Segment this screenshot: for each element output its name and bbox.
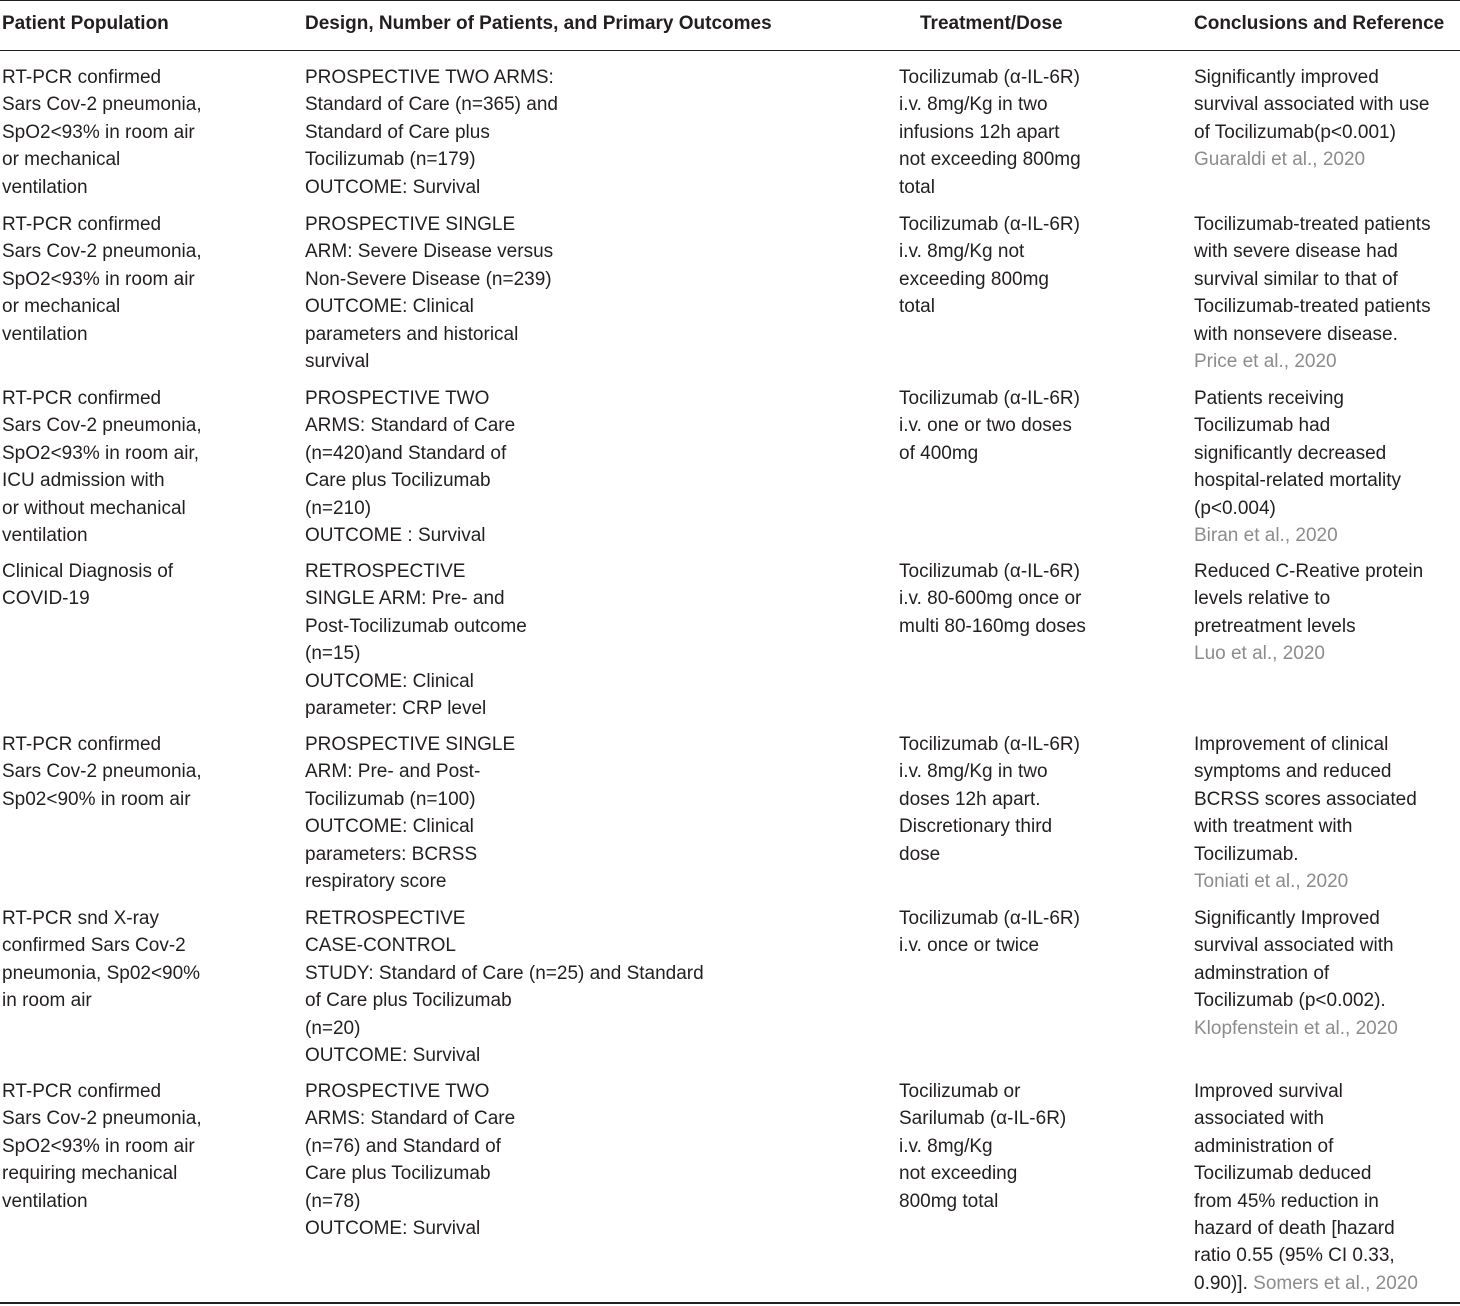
reference-citation: Price et al., 2020 <box>1194 351 1337 373</box>
cell-design-line: (n=420)and Standard of <box>305 442 507 464</box>
cell-conclusion-line: BCRSS scores associated <box>1194 788 1417 810</box>
cell-treatment-line: Tocilizumab (α-IL-6R) <box>899 734 1080 755</box>
cell-design-line: OUTCOME: Survival <box>305 176 481 198</box>
cell-population-line: SpO2<93% in room air <box>2 121 195 143</box>
cell-population-line: RT-PCR snd X-ray <box>2 908 159 929</box>
cell-conclusion-line: Significantly Improved <box>1194 908 1380 929</box>
conclusion-tail: 0.90)]. <box>1194 1272 1254 1294</box>
cell-treatment-line: i.v. 8mg/Kg in two <box>899 761 1048 783</box>
cell-design-line: (n=210) <box>305 497 372 519</box>
header-patient-population: Patient Population <box>2 13 169 34</box>
cell-design-line: (n=15) <box>305 643 361 665</box>
cell-design-line: Care plus Tocilizumab <box>305 470 491 492</box>
cell-population-line: RT-PCR confirmed <box>2 1081 162 1102</box>
cell-design-line: CASE-CONTROL <box>305 935 456 957</box>
cell-conclusion-reference-line <box>1194 1015 1458 1042</box>
cell-design-line: respiratory score <box>305 871 447 893</box>
cell-conclusion-line: with treatment with <box>1194 816 1353 838</box>
cell-design-line: PROSPECTIVE TWO <box>305 1081 490 1102</box>
cell-conclusion-line: survival similar to that of <box>1194 268 1398 290</box>
cell-treatment-line: multi 80-160mg doses <box>899 615 1086 637</box>
cell-design-line: parameter: CRP level <box>305 698 487 720</box>
cell-conclusion-line: hospital-related mortality <box>1194 470 1401 492</box>
cell-design-line: OUTCOME: Survival <box>305 1218 481 1240</box>
cell-conclusion-reference-line <box>1194 640 1458 667</box>
cell-population-line: in room air <box>2 990 92 1012</box>
cell-population-line: Sars Cov-2 pneumonia, <box>2 241 202 263</box>
cell-conclusion-line: Tocilizumab (p<0.002). <box>1194 990 1386 1012</box>
cell-population <box>2 385 292 549</box>
cell-population-line: pneumonia, Sp02<90% <box>2 962 201 984</box>
cell-design-line: survival <box>305 351 370 373</box>
cell-design <box>305 905 885 1069</box>
cell-conclusion-line: associated with <box>1194 1108 1324 1130</box>
cell-design-line: ARMS: Standard of Care <box>305 1108 516 1130</box>
cell-treatment-line: i.v. 8mg/Kg not <box>899 241 1025 263</box>
cell-conclusion-reference-line <box>1194 146 1458 173</box>
cell-conclusion-line: symptoms and reduced <box>1194 761 1392 783</box>
cell-design-line: Non-Severe Disease (n=239) <box>305 268 552 290</box>
cell-treatment <box>899 905 1179 960</box>
table-top-rule <box>0 0 1460 1</box>
cell-design-line: ARM: Severe Disease versus <box>305 241 554 263</box>
cell-design-line: PROSPECTIVE TWO <box>305 388 490 409</box>
cell-population-line: ICU admission with <box>2 470 165 492</box>
cell-design-line: Post-Tocilizumab outcome <box>305 615 527 637</box>
cell-population <box>2 64 292 201</box>
reference-citation: Biran et al., 2020 <box>1194 525 1338 547</box>
cell-design-line: Care plus Tocilizumab <box>305 1163 491 1185</box>
cell-population-line: ventilation <box>2 323 88 345</box>
cell-design <box>305 64 885 201</box>
cell-population-line: ventilation <box>2 176 88 198</box>
cell-treatment-line: dose <box>899 843 941 865</box>
cell-treatment-line: i.v. 8mg/Kg <box>899 1135 993 1157</box>
cell-treatment-line: Tocilizumab (α-IL-6R) <box>899 908 1080 929</box>
cell-conclusion-line: with nonsevere disease. <box>1194 323 1398 345</box>
cell-design-line: OUTCOME: Clinical <box>305 670 474 692</box>
cell-conclusion-line: of Tocilizumab(p<0.001) <box>1194 121 1396 143</box>
cell-population-line: Sars Cov-2 pneumonia, <box>2 415 202 437</box>
cell-design-line: OUTCOME: Survival <box>305 1045 481 1067</box>
cell-conclusion-line: Improved survival <box>1194 1081 1343 1102</box>
cell-treatment-line: doses 12h apart. <box>899 788 1041 810</box>
cell-design-line: Tocilizumab (n=179) <box>305 149 476 171</box>
cell-treatment <box>899 1078 1179 1215</box>
cell-conclusion <box>1194 905 1458 1042</box>
cell-design <box>305 385 885 549</box>
cell-treatment-line: i.v. 80-600mg once or <box>899 588 1082 610</box>
cell-population-line: Sp02<90% in room air <box>2 788 191 810</box>
cell-population-line: or without mechanical <box>2 497 186 519</box>
cell-design <box>305 1078 885 1242</box>
cell-treatment-line: i.v. once or twice <box>899 935 1040 957</box>
cell-design-line: parameters and historical <box>305 323 519 345</box>
cell-design-line: ARMS: Standard of Care <box>305 415 516 437</box>
cell-population-line: SpO2<93% in room air <box>2 1135 195 1157</box>
cell-treatment <box>899 558 1179 640</box>
cell-conclusion-line: Tocilizumab had <box>1194 415 1331 437</box>
cell-design-line: Tocilizumab (n=100) <box>305 788 476 810</box>
cell-treatment-line: Tocilizumab (α-IL-6R) <box>899 388 1080 409</box>
cell-design-line: Standard of Care plus <box>305 121 490 143</box>
reference-citation: Klopfenstein et al., 2020 <box>1194 1017 1398 1039</box>
cell-design <box>305 211 885 375</box>
cell-conclusion-reference-line <box>1194 868 1458 895</box>
cell-population-line: SpO2<93% in room air <box>2 268 195 290</box>
cell-conclusion <box>1194 211 1458 375</box>
header-conclusions: Conclusions and Reference <box>1194 13 1445 34</box>
cell-treatment-line: Discretionary third <box>899 816 1053 838</box>
cell-treatment-line: 800mg total <box>899 1190 999 1212</box>
cell-conclusion <box>1194 1078 1458 1297</box>
cell-conclusion <box>1194 558 1458 668</box>
cell-conclusion-line: administration of <box>1194 1135 1334 1157</box>
cell-treatment-line: not exceeding 800mg <box>899 149 1081 171</box>
cell-treatment <box>899 64 1179 201</box>
cell-design-line: ARM: Pre- and Post- <box>305 761 481 783</box>
cell-treatment-line: total <box>899 176 935 198</box>
table-bottom-rule <box>0 1302 1460 1304</box>
cell-treatment-line: of 400mg <box>899 442 979 464</box>
cell-design-line: STUDY: Standard of Care (n=25) and Standard <box>305 962 704 984</box>
reference-citation: Somers et al., 2020 <box>1253 1272 1418 1294</box>
cell-treatment-line: Sarilumab (α-IL-6R) <box>899 1108 1067 1130</box>
cell-treatment <box>899 211 1179 321</box>
cell-conclusion <box>1194 64 1458 174</box>
header-treatment: Treatment/Dose <box>920 13 1063 34</box>
cell-conclusion-line: significantly decreased <box>1194 442 1387 464</box>
cell-conclusion-line: survival associated with use <box>1194 94 1430 116</box>
cell-treatment-line: Tocilizumab (α-IL-6R) <box>899 214 1080 235</box>
cell-conclusion-line: Patients receiving <box>1194 388 1344 409</box>
cell-design <box>305 731 885 895</box>
cell-conclusion <box>1194 385 1458 549</box>
cell-conclusion-line: adminstration of <box>1194 962 1330 984</box>
cell-population-line: Clinical Diagnosis of <box>2 561 174 582</box>
cell-conclusion-line: (p<0.004) <box>1194 497 1276 519</box>
table-header-row <box>0 13 1460 43</box>
cell-conclusion-reference-line <box>1194 348 1458 375</box>
cell-design-line: OUTCOME: Clinical <box>305 816 474 838</box>
cell-conclusion-reference-line <box>1194 522 1458 549</box>
cell-treatment-line: exceeding 800mg <box>899 268 1049 290</box>
cell-treatment <box>899 731 1179 868</box>
cell-population <box>2 558 292 613</box>
cell-design-line: (n=76) and Standard of <box>305 1135 501 1157</box>
cell-population-line: confirmed Sars Cov-2 <box>2 935 186 957</box>
cell-design-line: (n=78) <box>305 1190 361 1212</box>
cell-conclusion-line: pretreatment levels <box>1194 615 1356 637</box>
cell-design-line: parameters: BCRSS <box>305 843 478 865</box>
cell-treatment-line: total <box>899 296 935 318</box>
cell-population-line: Sars Cov-2 pneumonia, <box>2 761 202 783</box>
cell-design-line: (n=20) <box>305 1017 361 1039</box>
cell-design-line: RETROSPECTIVE <box>305 908 466 929</box>
cell-population-line: RT-PCR confirmed <box>2 214 162 235</box>
reference-citation: Guaraldi et al., 2020 <box>1194 149 1366 171</box>
reference-citation: Toniati et al., 2020 <box>1194 871 1349 893</box>
cell-conclusion-line: Significantly improved <box>1194 67 1379 88</box>
cell-treatment-line: Tocilizumab or <box>899 1081 1021 1102</box>
cell-population-line: requiring mechanical <box>2 1163 178 1185</box>
cell-population-line: RT-PCR confirmed <box>2 388 162 409</box>
cell-conclusion-line: Reduced C-Reative protein <box>1194 561 1424 582</box>
cell-population-line: RT-PCR confirmed <box>2 734 162 755</box>
cell-population-line: Sars Cov-2 pneumonia, <box>2 1108 202 1130</box>
cell-population <box>2 211 292 348</box>
cell-population-line: or mechanical <box>2 296 121 318</box>
cell-design <box>305 558 885 722</box>
cell-conclusion-line: from 45% reduction in <box>1194 1190 1379 1212</box>
cell-conclusion-line: survival associated with <box>1194 935 1394 957</box>
cell-conclusion-line: hazard of death [hazard <box>1194 1218 1395 1240</box>
cell-population-line: ventilation <box>2 1190 88 1212</box>
reference-citation: Luo et al., 2020 <box>1194 643 1325 665</box>
cell-treatment <box>899 385 1179 467</box>
cell-population-line: or mechanical <box>2 149 121 171</box>
cell-conclusion-line: Improvement of clinical <box>1194 734 1389 755</box>
cell-conclusion <box>1194 731 1458 895</box>
cell-population <box>2 905 292 1015</box>
header-rule <box>0 50 1460 51</box>
cell-population <box>2 731 292 813</box>
cell-population-line: RT-PCR confirmed <box>2 67 162 88</box>
cell-treatment-line: not exceeding <box>899 1163 1018 1185</box>
cell-treatment-line: Tocilizumab (α-IL-6R) <box>899 67 1080 88</box>
cell-design-line: SINGLE ARM: Pre- and <box>305 588 505 610</box>
cell-conclusion-line: ratio 0.55 (95% CI 0.33, <box>1194 1245 1395 1267</box>
cell-population-line: COVID-19 <box>2 588 90 610</box>
cell-conclusion-line: Tocilizumab-treated patients <box>1194 214 1431 235</box>
cell-population-line: SpO2<93% in room air, <box>2 442 199 464</box>
cell-population-line: ventilation <box>2 525 88 547</box>
cell-treatment-line: infusions 12h apart <box>899 121 1060 143</box>
header-design: Design, Number of Patients, and Primary Outcomes <box>305 13 772 34</box>
cell-design-line: RETROSPECTIVE <box>305 561 466 582</box>
cell-conclusion-line: with severe disease had <box>1194 241 1398 263</box>
cell-treatment-line: i.v. 8mg/Kg in two <box>899 94 1048 116</box>
cell-conclusion-reference-line <box>1194 1270 1458 1297</box>
cell-conclusion-line: Tocilizumab deduced <box>1194 1163 1372 1185</box>
cell-design-line: OUTCOME : Survival <box>305 525 486 547</box>
cell-design-line: PROSPECTIVE SINGLE <box>305 734 516 755</box>
cell-conclusion-line: levels relative to <box>1194 588 1331 610</box>
cell-conclusion-line: Tocilizumab-treated patients <box>1194 296 1431 318</box>
cell-treatment-line: Tocilizumab (α-IL-6R) <box>899 561 1080 582</box>
cell-conclusion-line: Tocilizumab. <box>1194 843 1299 865</box>
cell-population <box>2 1078 292 1215</box>
cell-design-line: PROSPECTIVE TWO ARMS: <box>305 67 554 88</box>
cell-design-line: OUTCOME: Clinical <box>305 296 474 318</box>
cell-design-line: of Care plus Tocilizumab <box>305 990 512 1012</box>
cell-population-line: Sars Cov-2 pneumonia, <box>2 94 202 116</box>
cell-design-line: PROSPECTIVE SINGLE <box>305 214 516 235</box>
cell-design-line: Standard of Care (n=365) and <box>305 94 558 116</box>
cell-treatment-line: i.v. one or two doses <box>899 415 1072 437</box>
